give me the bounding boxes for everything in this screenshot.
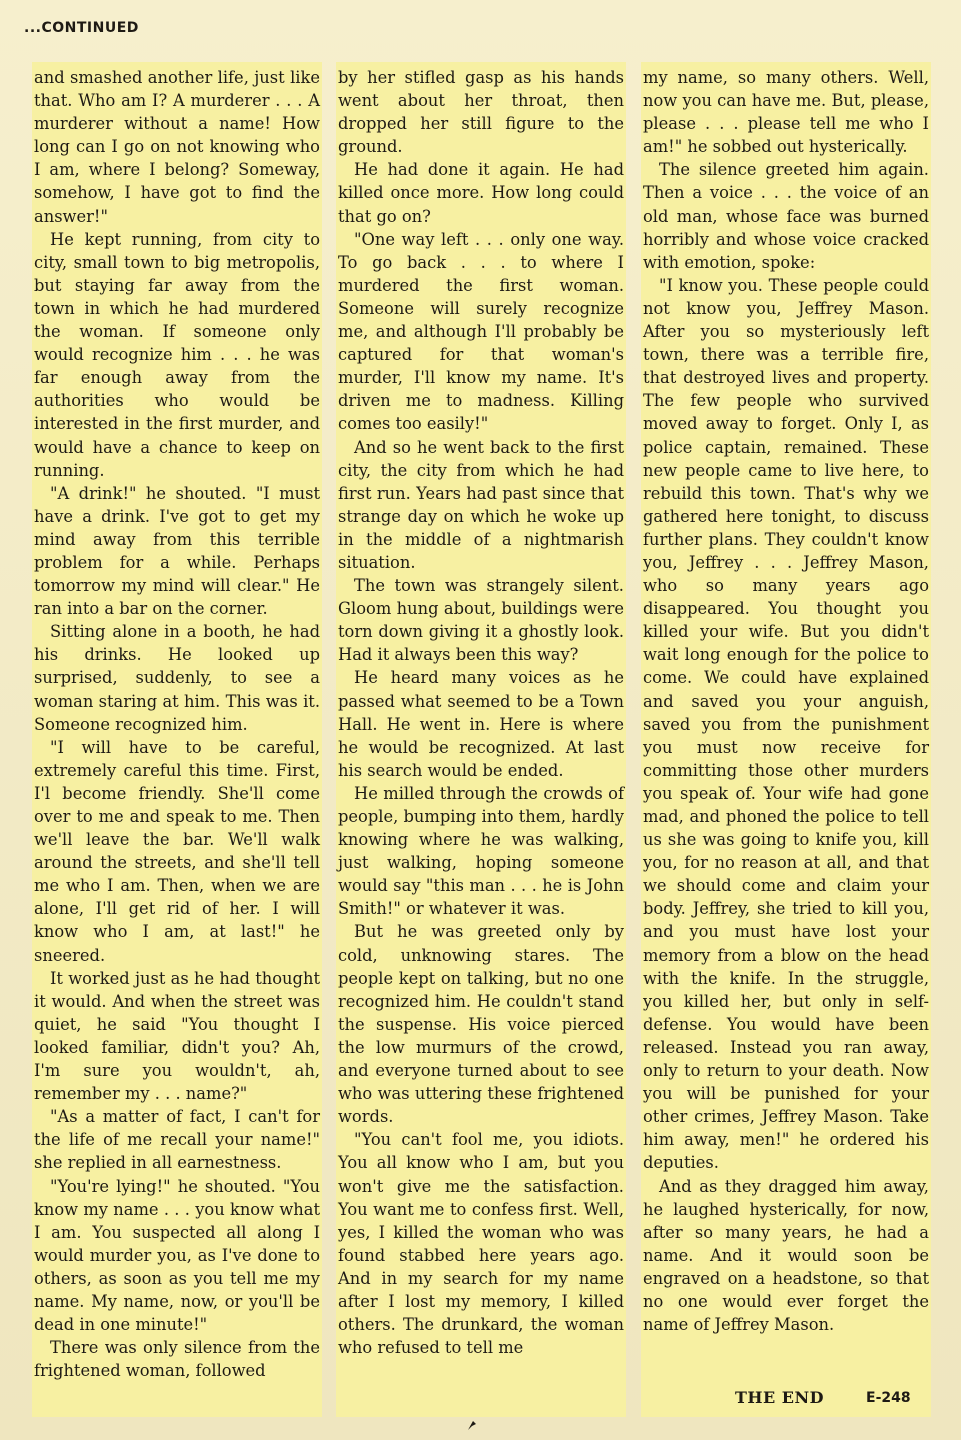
paragraph: He milled through the crowds of people, bumping into them, hardly knowing where he was walking, just walking, hoping someone would say "this man . . . he is John Smith!" or whatever it was.	[338, 783, 625, 919]
paragraph: "I will have to be careful, extremely careful this time. First, I'l become friendly. She'll come over to me and speak to me. Then we'll leave the bar. We'll walk around the streets, and she'll tell me who I am. Then, when we are alone, I'll get rid of her. I will know who I am, at last!" he sneered.	[34, 737, 320, 965]
paragraph: The town was strangely silent. Gloom hung about, buildings were torn down giving it a ghostly look. Had it always been this way?	[338, 576, 624, 665]
paragraph: "You can't fool me, you idiots. You all know who I am, but you won't give me the satisfaction. You want me to confess first. Well, yes, I killed the woman who was found stabbed here years ago. And in my search for my name after I lost my memory, I killed others. The drunkard, the woman who refused to tell me	[338, 1130, 624, 1358]
paragraph: It worked just as he had thought it would. And when the street was quiet, he said "You thought I looked familiar, didn't you? Ah, I'm sure you wouldn't, ah, remember my . . . name?"	[34, 968, 320, 1104]
the-end-label: THE END	[735, 1388, 824, 1407]
paragraph: The silence greeted him again. Then a voice . . . the voice of an old man, whose face was burned horribly and whose voice cracked with emotion, spoke:	[643, 160, 929, 272]
paragraph: by her stifled gasp as his hands went about her throat, then dropped her still figure to the ground.	[338, 68, 624, 157]
paragraph: my name, so many others. Well, now you can have me. But, please, please . . . please tell me who I am!" he sobbed out hysterically.	[643, 68, 929, 157]
paragraph: "You're lying!" he shouted. "You know my name . . . you know what I am. You suspected all along I would murder you, as I've done to others, as soon as you tell me my name. My name, now, or you'll be dead in one minute!"	[34, 1176, 320, 1335]
paragraph: "As a matter of fact, I can't for the life of me recall your name!" she replied in all earnestness.	[34, 1107, 320, 1173]
paragraph: And as they dragged him away, he laughed hysterically, for now, after so many years, he had a name. And it would soon be engraved on a headstone, so that no one would ever forget the name of Jeffrey Mason.	[643, 1176, 929, 1335]
paragraph: "I know you. These people could not know you, Jeffrey Mason. After you so mysteriously left town, there was a terrible fire, that destroyed lives and property. The few people who survived moved away to forget. Only I, as police captain, remained. These new people came to live here, to rebuild this town. That's why we gathered here tonight, to discuss further plans. They couldn't know you, Jeffrey . . . Jeffrey Mason, who so many years ago disappeared. You thought you killed your wife. But you didn't wait long enough for the police to come. We could have explained and saved you your anguish, saved you from the punishment you must now receive for committing those other murders you speak of. Your wife had gone mad, and phoned the police to tell us she was going to knife you, kill you, for no reason at all, and that we should come and claim your body. Jeffrey, she tried to kill you, and you must have lost your memory from a blow on the head with the knife. In the struggle, you killed her, but only in self-defense. You would have been released. Instead you ran away, only to return to your death. Now you will be punished for your other crimes, Jeffrey Mason. Take him away, men!" he ordered his deputies.	[643, 275, 929, 1173]
paragraph: He had done it again. He had killed once more. How long could that go on?	[338, 160, 624, 226]
paragraph: He kept running, from city to city, small town to big metropolis, but staying far away from the town in which he had murdered the woman. If someone only would recognize him . . . he was far enough away from the authorities who would be interested in the first murder, and would have a chance to keep on running.	[34, 229, 320, 480]
paragraph: "A drink!" he shouted. "I must have a drink. I've got to get my mind away from this terrible problem for a while. Perhaps tomorrow my mind will clear." He ran into a bar on the corner.	[34, 483, 320, 619]
text-column-2	[336, 62, 626, 1417]
page-code: E-248	[866, 1390, 911, 1406]
paragraph: Sitting alone in a booth, he had his drinks. He looked up surprised, suddenly, to see a woman staring at him. This was it. Someone recognized him.	[34, 622, 320, 734]
paragraph: But he was greeted only by cold, unknowing stares. The people kept on talking, but no one recognized him. He couldn't stand the suspense. His voice pierced the low murmurs of the crowd, and everyone turned about to see who was uttering these frightened words.	[338, 922, 624, 1127]
continued-header: ...CONTINUED	[24, 20, 139, 36]
text-column-1	[32, 62, 322, 1417]
text-column-3	[641, 62, 931, 1417]
paragraph: and smashed another life, just like that. Who am I? A murderer . . . A murderer without a name! How long can I go on not knowing who I am, where I belong? Someway, somehow, I have got to find the answer!"	[34, 68, 320, 226]
paragraph: And so he went back to the first city, the city from which he had first run. Years had past since that strange day on which he woke up in the middle of a nightmarish situation.	[338, 437, 624, 572]
ink-mark-icon	[466, 1418, 478, 1432]
paragraph: He heard many voices as he passed what seemed to be a Town Hall. He went in. Here is where he would be recognized. At last his search would be ended.	[338, 668, 624, 780]
paragraph: There was only silence from the frightened woman, followed	[34, 1338, 320, 1381]
paragraph: "One way left . . . only one way. To go back . . . to where I murdered the first woman. Someone will surely recognize me, and although I'll probably be captured for that woman's murder, I'll know my name. It's driven me to madness. Killing comes too easily!"	[338, 229, 624, 434]
